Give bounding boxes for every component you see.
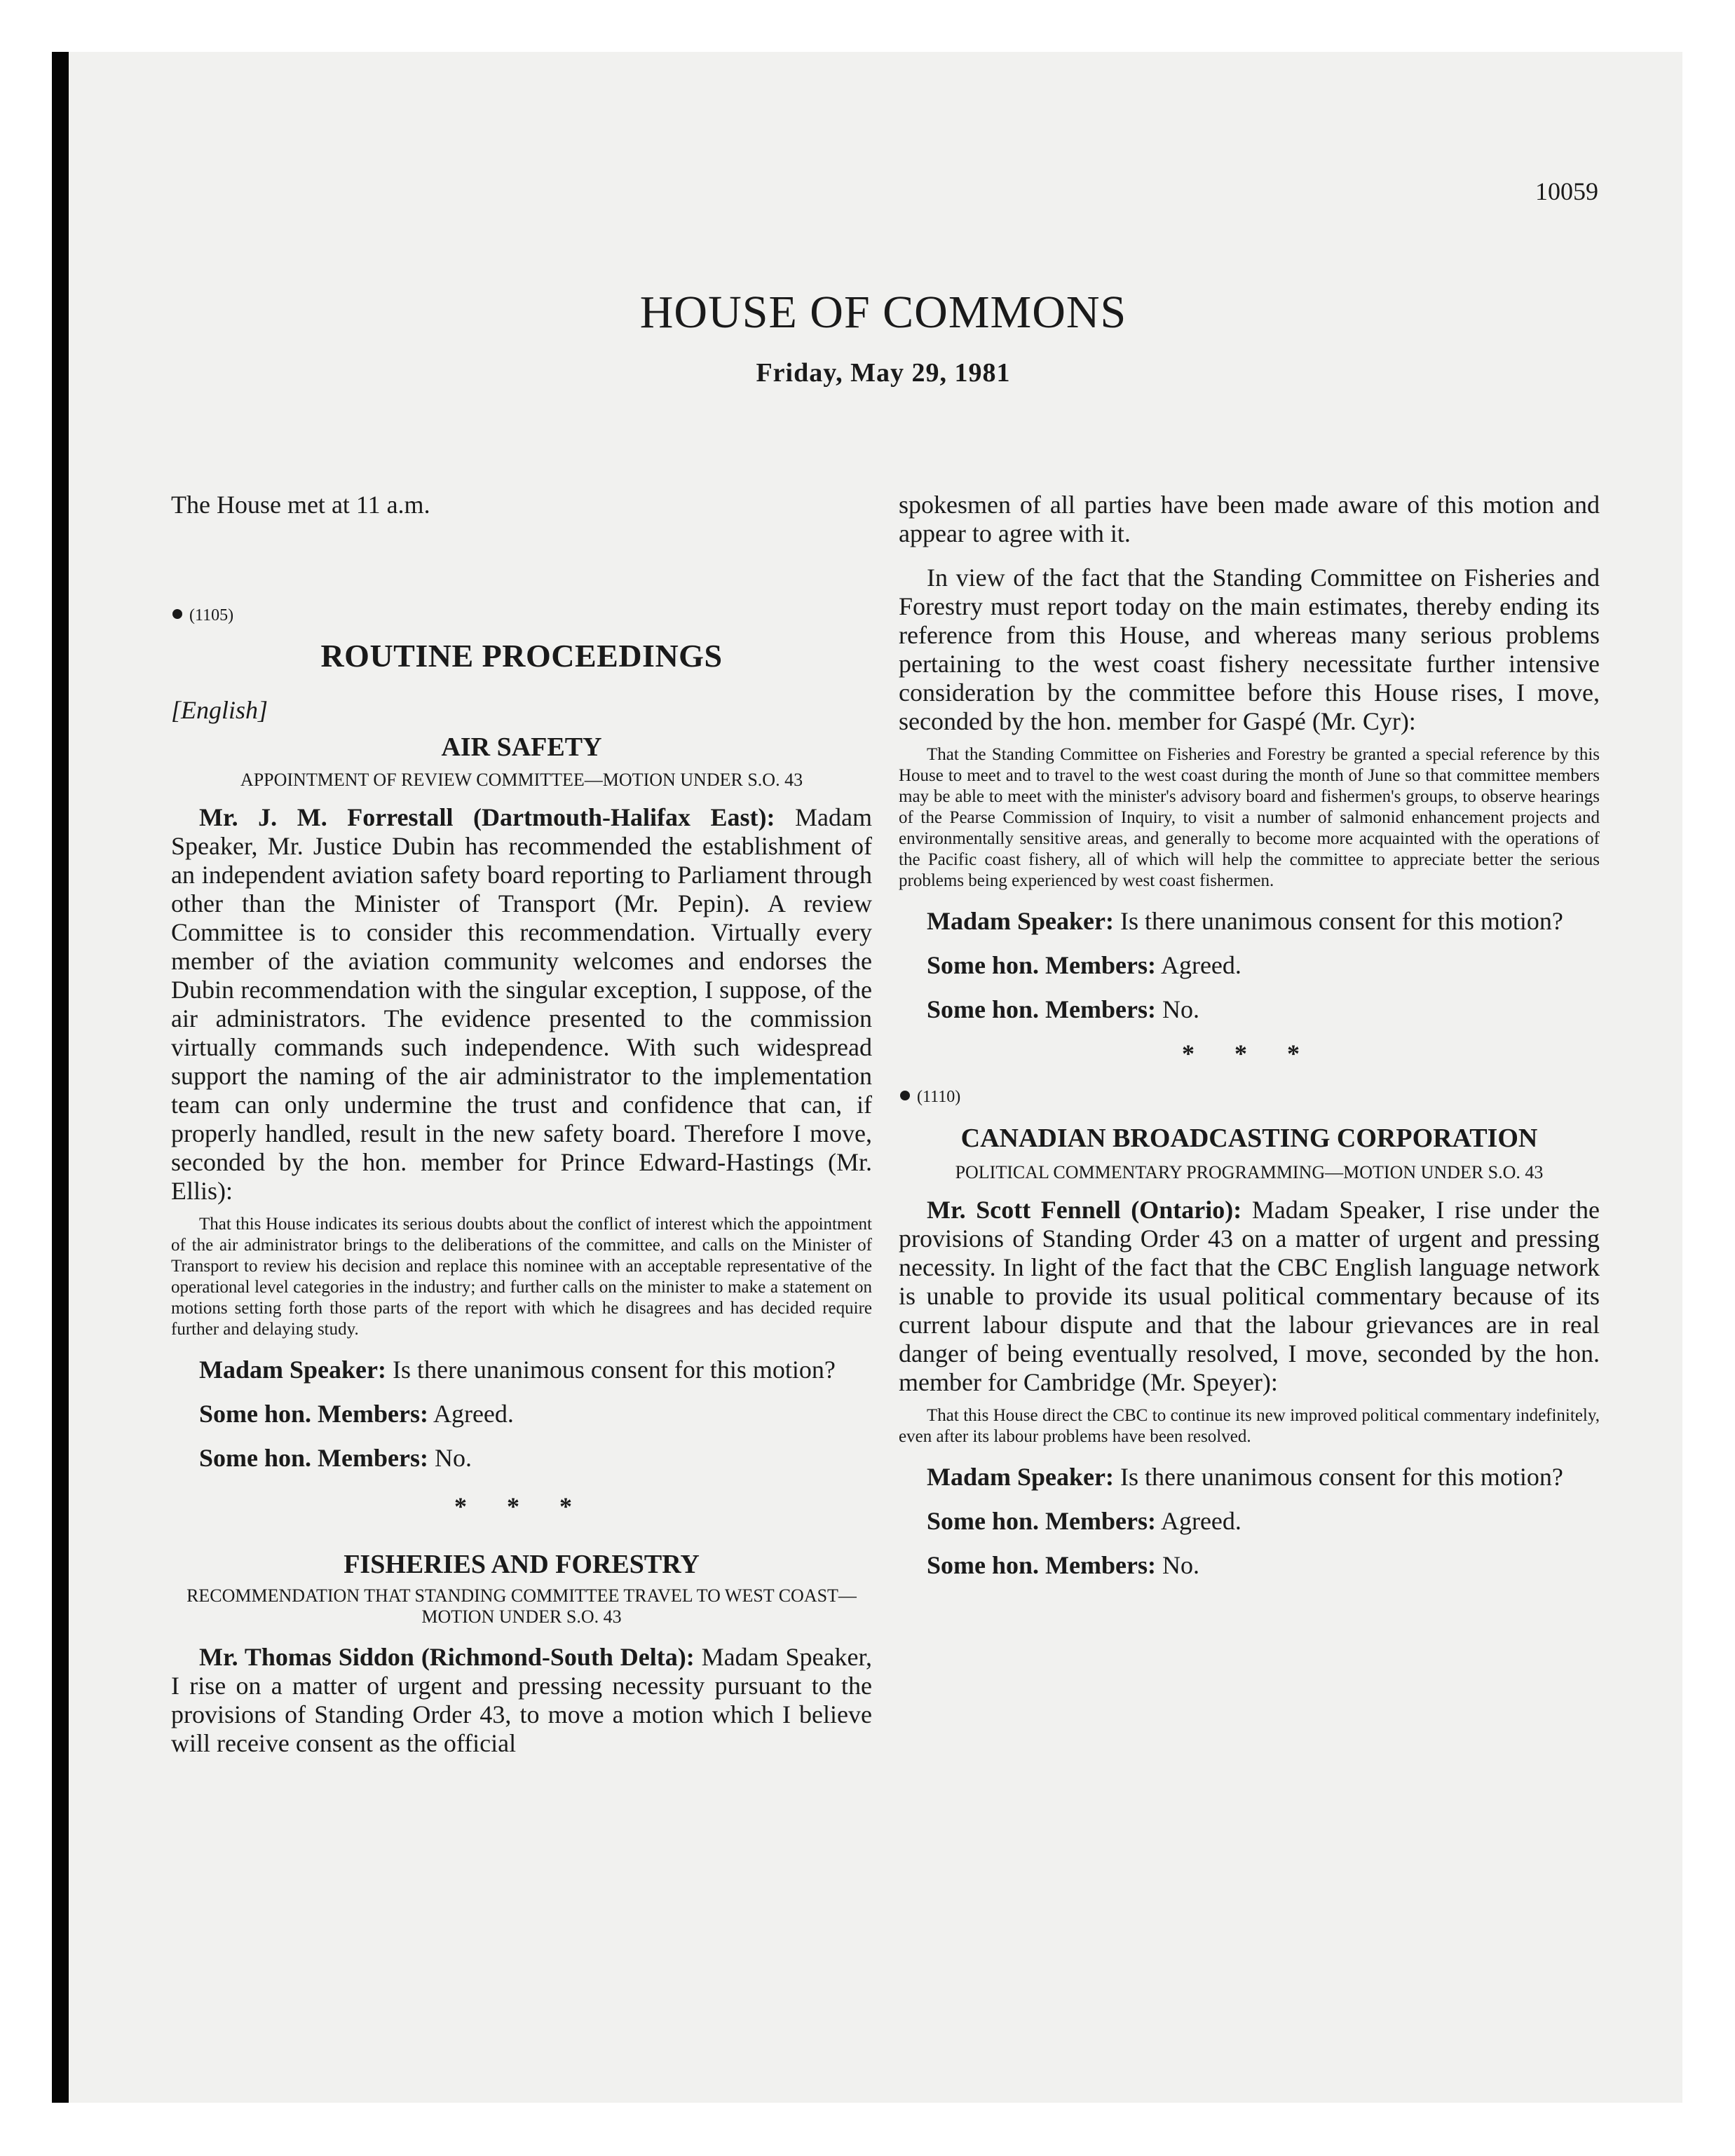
members-response xyxy=(899,951,1600,980)
members-response xyxy=(171,1444,872,1473)
time-marker-label: (1110) xyxy=(917,1088,961,1106)
response-text: No. xyxy=(1162,995,1199,1023)
speaker-name: Madam Speaker: xyxy=(927,1463,1114,1491)
opening-line: The House met at 11 a.m. xyxy=(171,491,430,519)
members-response xyxy=(171,1400,872,1428)
time-marker xyxy=(171,605,872,626)
speaker-name: Mr. J. M. Forrestall (Dartmouth-Halifax East): xyxy=(199,803,775,831)
motion-text: That this House direct the CBC to continue its new improved political commentary indefinitely, even after its labour problems have been resolved. xyxy=(899,1406,1600,1446)
speaker-name: Some hon. Members: xyxy=(927,995,1156,1023)
speaker-name: Mr. Thomas Siddon (Richmond-South Delta): xyxy=(199,1643,695,1671)
section-heading-routine: ROUTINE PROCEEDINGS xyxy=(320,638,723,674)
speaker-name: Some hon. Members: xyxy=(927,1551,1156,1579)
page-number: 10059 xyxy=(1535,177,1598,205)
speech-text: Madam Speaker, I rise on a matter of urgent and pressing necessity pursuant to the provisions of Standing Order 43, to move a motion which I believe will receive consent as the official xyxy=(171,1643,872,1757)
time-marker xyxy=(899,1086,1600,1107)
speech-text: Madam Speaker, Mr. Justice Dubin has recommended the establishment of an independent aviation safety board reporting to Parliament through other than the Minister of Transport (Mr. Pepin). A review Committee is to consider this recommendation. Virtually every member of the aviation community welcomes and endorses the Dubin recommendation with the singular exception, I suppose, of the air administrators. The evidence presented to the commission virtually commands such independence. With such widespread support the naming of the air administrator to the implementation team can only undermine the trust and confidence that can, if properly handled, result in the new safety board. Therefore I move, seconded by the hon. member for Prince Edward-Hastings (Mr. Ellis): xyxy=(171,803,872,1205)
speaker-name: Madam Speaker: xyxy=(927,907,1114,935)
scan-border xyxy=(52,52,69,2103)
speech-text: Is there unanimous consent for this motion? xyxy=(1120,1463,1563,1491)
consent-question xyxy=(171,1356,872,1384)
speech-text: Is there unanimous consent for this motion? xyxy=(392,1356,836,1384)
response-text: Agreed. xyxy=(1160,951,1241,979)
speaker-name: Some hon. Members: xyxy=(927,951,1156,979)
speech-fennell xyxy=(899,1196,1600,1397)
bullet-icon xyxy=(172,609,182,619)
speech-siddon xyxy=(171,1643,872,1758)
sitting-date: Friday, May 29, 1981 xyxy=(756,358,1011,388)
subheading-air-safety: APPOINTMENT OF REVIEW COMMITTEE—MOTION UNDER S.O. 43 xyxy=(240,770,803,790)
response-text: No. xyxy=(1162,1551,1199,1579)
subheading-fisheries: RECOMMENDATION THAT STANDING COMMITTEE TRAVEL TO WEST COAST—MOTION UNDER S.O. 43 xyxy=(186,1585,857,1627)
response-text: Agreed. xyxy=(433,1400,514,1428)
consent-question xyxy=(899,907,1600,936)
page-title: HOUSE OF COMMONS xyxy=(639,287,1127,338)
speaker-name: Madam Speaker: xyxy=(199,1356,386,1384)
motion-text: That the Standing Committee on Fisheries and Forestry be granted a special reference by this House to meet and to travel to the west coast during the month of June so that committee members may be able to meet with the minister's advisory board and fishermen's groups, to observe hearings of the Pearse Commission of Inquiry, to visit a number of salmonid enhancement projects and environmentally sensitive areas, and generally to become more acquainted with the operations of the Pacific coast fishery, all of which will help the committee to appreciate better the serious problems being experienced by west coast fishermen. xyxy=(899,745,1600,890)
speech-text: Madam Speaker, I rise under the provisions of Standing Order 43 on a matter of urgent and pressing necessity. In light of the fact that the CBC English language network is unable to provide its usual political commentary because of its current labour dispute and that the labour grievances are in real danger of being eventually resolved, I move, seconded by the hon. member for Cambridge (Mr. Speyer): xyxy=(899,1196,1600,1396)
speech-forrestall xyxy=(171,803,872,1206)
subheading-cbc: POLITICAL COMMENTARY PROGRAMMING—MOTION UNDER S.O. 43 xyxy=(955,1162,1544,1182)
members-response xyxy=(899,1507,1600,1536)
left-column xyxy=(171,491,872,1758)
motion-text: That this House indicates its serious doubts about the conflict of interest which the appointment of the air administrator brings to the deliberations of the committee, and calls on the Minister of Transport to review his decision and replace this nominee with an acceptable representative of the operational level categories in the industry; and further calls on the minister to make a statement on motions setting forth those parts of the report with which he disagrees and has decided require further and delaying study. xyxy=(171,1215,872,1339)
section-separator: * * * xyxy=(1182,1039,1316,1067)
heading-air-safety: AIR SAFETY xyxy=(441,732,602,762)
speech-text: Is there unanimous consent for this motion? xyxy=(1120,907,1563,935)
consent-question xyxy=(899,1463,1600,1492)
members-response xyxy=(899,995,1600,1024)
language-tag: [English] xyxy=(171,696,268,724)
section-separator: * * * xyxy=(454,1492,589,1520)
speech-paragraph: In view of the fact that the Standing Committee on Fisheries and Forestry must report today on the main estimates, thereby ending its reference from this House, and whereas many serious problems pertaining to the west coast fishery necessitate further intensive consideration by the committee before this House rises, I move, seconded by the hon. member for Gaspé (Mr. Cyr): xyxy=(899,564,1600,735)
heading-cbc: CANADIAN BROADCASTING CORPORATION xyxy=(960,1124,1538,1153)
speaker-name: Some hon. Members: xyxy=(199,1400,428,1428)
speech-continuation: spokesmen of all parties have been made aware of this motion and appear to agree with it. xyxy=(899,491,1600,547)
right-column xyxy=(899,491,1600,1580)
speaker-name: Mr. Scott Fennell (Ontario): xyxy=(927,1196,1242,1224)
members-response xyxy=(899,1551,1600,1580)
heading-fisheries: FISHERIES AND FORESTRY xyxy=(343,1550,700,1579)
response-text: Agreed. xyxy=(1160,1507,1241,1535)
speaker-name: Some hon. Members: xyxy=(927,1507,1156,1535)
speaker-name: Some hon. Members: xyxy=(199,1444,428,1472)
time-marker-label: (1105) xyxy=(189,606,234,625)
bullet-icon xyxy=(900,1091,910,1100)
response-text: No. xyxy=(434,1444,472,1472)
